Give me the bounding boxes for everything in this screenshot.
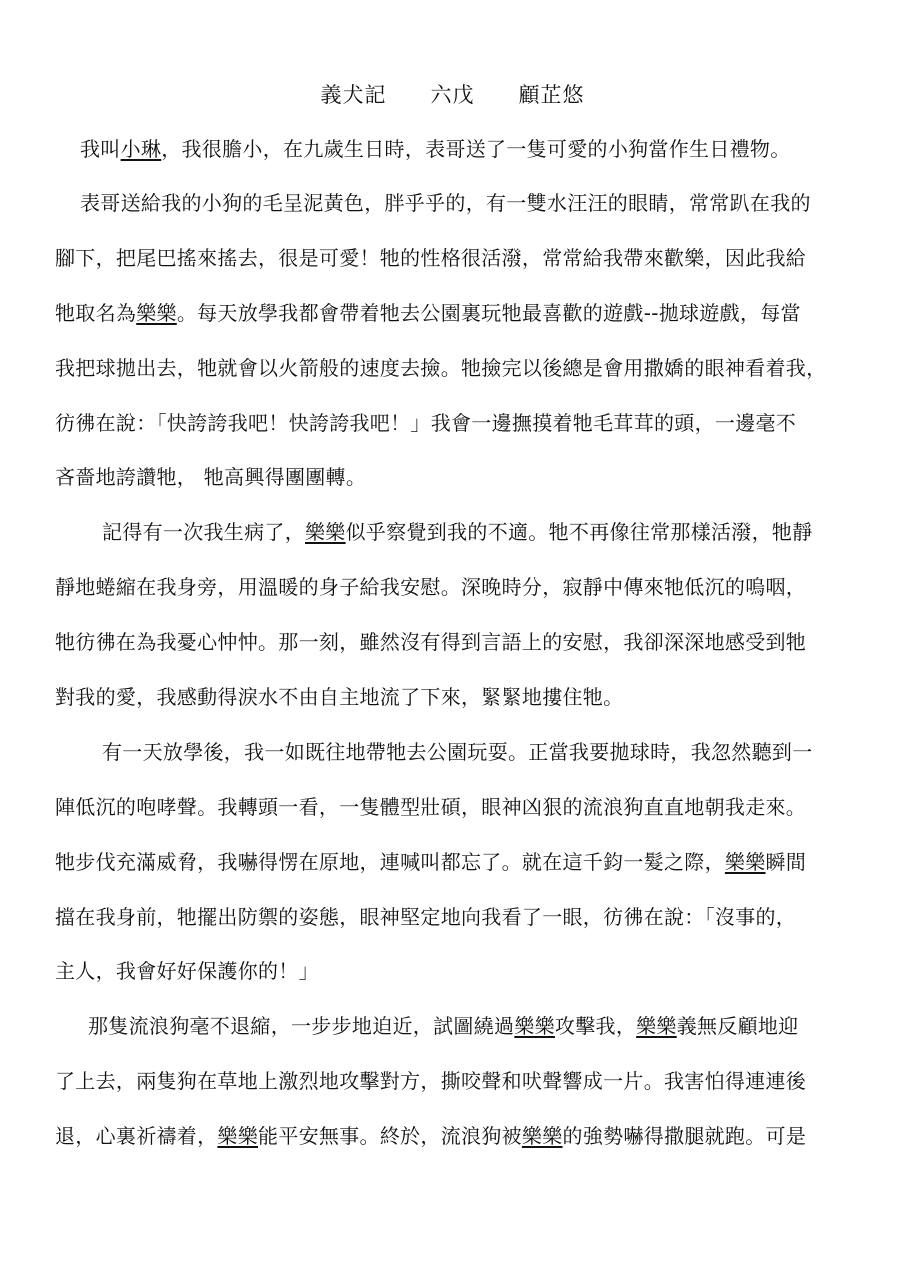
text-run: 牠取名為 xyxy=(55,301,137,325)
text-line xyxy=(55,462,366,492)
text-line xyxy=(55,627,806,657)
text-run: 能平安無事。終於，流浪狗被 xyxy=(258,1124,522,1148)
underlined-name: 樂樂 xyxy=(305,520,346,544)
text-run: 靜地蜷縮在我身旁，用溫暖的身子給我安慰。深晚時分，寂靜中傳來牠低沉的嗚咽， xyxy=(55,575,807,599)
text-line xyxy=(55,1066,806,1096)
text-line xyxy=(55,408,796,438)
text-run: 吝嗇地誇讚牠， 牠高興得團團轉。 xyxy=(55,465,367,489)
underlined-name: 樂樂 xyxy=(217,1124,259,1148)
underlined-name: 樂樂 xyxy=(521,1124,563,1148)
text-run: 義無反顧地迎 xyxy=(676,1014,799,1038)
text-run: 。每天放學我都會帶着牠去公園裏玩牠最喜歡的遊戲--拋球遊戲，每當 xyxy=(176,301,801,325)
text-line xyxy=(55,353,826,383)
text-run: 我叫 xyxy=(80,137,121,161)
text-run: 我把球拋出去，牠就會以火箭般的速度去撿。牠撿完以後總是會用撒嬌的眼神看着我， xyxy=(55,356,827,380)
text-run: 那隻流浪狗毫不退縮，一步步地迫近，試圖繞過 xyxy=(88,1014,515,1038)
text-run: 的強勢嚇得撒腿就跑。可是 xyxy=(562,1124,807,1148)
text-line xyxy=(55,243,806,273)
underlined-name: 樂樂 xyxy=(636,1014,677,1038)
text-run: 有一天放學後，我一如既往地帶牠去公園玩耍。正當我要拋球時，我忽然聽到一 xyxy=(102,740,813,764)
text-line xyxy=(55,572,806,602)
text-line xyxy=(55,956,319,986)
text-run: 擋在我身前，牠擺出防禦的姿態，眼神堅定地向我看了一眼，彷彿在說：「沒事的， xyxy=(55,905,797,929)
text-run: ，我很膽小，在九歲生日時，表哥送了一隻可愛的小狗當作生日禮物。 xyxy=(161,137,791,161)
text-line xyxy=(80,188,811,218)
text-run: 退，心裏祈禱着， xyxy=(55,1124,218,1148)
text-run: 腳下，把尾巴搖來搖去，很是可愛！牠的性格很活潑，常常給我帶來歡樂，因此我給 xyxy=(55,246,807,270)
text-run: 記得有一次我生病了， xyxy=(102,520,305,544)
text-run: 對我的愛，我感動得淚水不由自主地流了下來，緊緊地摟住牠。 xyxy=(55,685,624,709)
text-line xyxy=(55,1121,806,1151)
text-line xyxy=(55,847,806,877)
text-run: 了上去，兩隻狗在草地上激烈地攻擊對方，撕咬聲和吠聲響成一片。我害怕得連連後 xyxy=(55,1069,807,1093)
text-run: 瞬間 xyxy=(765,850,807,874)
text-run: 似乎察覺到我的不適。牠不再像往常那樣活潑，牠靜 xyxy=(345,520,813,544)
text-run: 陣低沉的咆哮聲。我轉頭一看，一隻體型壯碩，眼神凶狠的流浪狗直直地朝我走來。 xyxy=(55,795,807,819)
text-line xyxy=(55,902,796,932)
text-run: 牠步伐充滿威脅，我嚇得愣在原地，連喊叫都忘了。就在這千鈞一髮之際， xyxy=(55,850,725,874)
text-line xyxy=(102,737,813,767)
text-run: 攻擊我， xyxy=(554,1014,637,1038)
text-run: 主人，我會好好保護你的！」 xyxy=(55,959,319,983)
underlined-name: 樂樂 xyxy=(514,1014,555,1038)
text-line xyxy=(55,298,801,328)
text-line xyxy=(88,1011,799,1041)
text-line xyxy=(80,134,791,164)
text-run: 彷彿在說：「快誇誇我吧！快誇誇我吧！」我會一邊撫摸着牠毛茸茸的頭，一邊毫不 xyxy=(55,411,797,435)
text-line xyxy=(102,517,813,547)
underlined-name: 樂樂 xyxy=(136,301,177,325)
underlined-name: 樂樂 xyxy=(724,850,766,874)
underlined-name: 小琳 xyxy=(120,137,162,161)
text-line xyxy=(55,792,806,822)
document-title: 義犬記 六戊 顧芷悠 xyxy=(320,83,585,107)
text-line xyxy=(55,682,623,712)
text-run: 表哥送給我的小狗的毛呈泥黃色，胖乎乎的，有一雙水汪汪的眼睛，常常趴在我的 xyxy=(80,191,811,215)
text-run: 牠彷彿在為我憂心忡忡。那一刻，雖然沒有得到言語上的安慰，我卻深深地感受到牠 xyxy=(55,630,807,654)
